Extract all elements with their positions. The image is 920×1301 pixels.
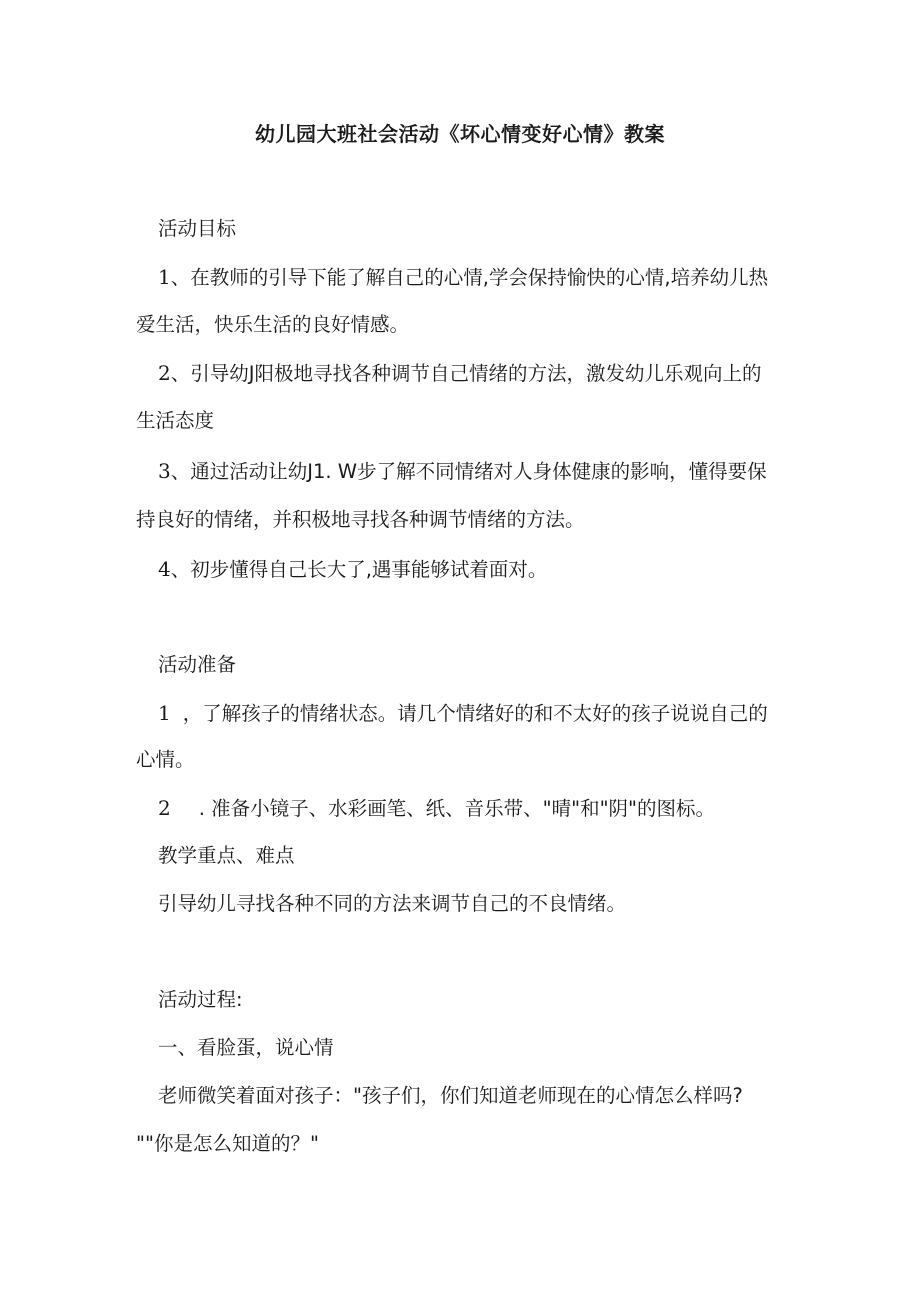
process-section-1-title: 一、看脸蛋，说心情: [158, 1036, 334, 1059]
goal-item-2-text: 、引导幼J阳极地寻找各种调节自己情绪的方法，激发幼儿乐观向上的: [170, 362, 762, 385]
goal-item-1-text: 、在教师的引导下能了解自己的心情,学会保持愉快的心情,培养幼儿热: [170, 266, 769, 289]
goals-heading: 活动目标: [158, 217, 237, 240]
preparation-heading: 活动准备: [158, 653, 237, 676]
goal-item-1-continuation: 爱生活，快乐生活的良好情感。: [136, 313, 410, 336]
goal-item-4: [158, 554, 547, 585]
goal-item-2: [158, 358, 762, 389]
goal-item-3: [158, 456, 767, 487]
goal-item-1: [158, 262, 768, 293]
goal-item-3-continuation: 持良好的情绪，并积极地寻找各种调节情绪的方法。: [136, 508, 585, 531]
key-points-text: 引导幼儿寻找各种不同的方法来调节自己的不良情绪。: [158, 892, 627, 915]
goal-item-3-text: 、通过活动让幼J1. W步了解不同情绪对人身体健康的影响，懂得要保: [170, 460, 767, 483]
prep-item-1-text: ，了解孩子的情绪状态。请几个情绪好的和不太好的孩子说说自己的: [182, 702, 768, 725]
goal-item-3-number: 3: [158, 459, 171, 483]
prep-item-1-number: 1: [158, 701, 171, 725]
prep-item-2-number: 2: [158, 796, 171, 820]
prep-item-1: [158, 698, 768, 729]
process-paragraph-continuation: ""你是怎么知道的？": [136, 1132, 319, 1155]
prep-item-1-continuation: 心情。: [136, 748, 195, 771]
process-paragraph: 老师微笑着面对孩子："孩子们，你们知道老师现在的心情怎么样吗?: [158, 1084, 743, 1107]
prep-item-2: [158, 793, 715, 824]
goal-item-2-number: 2: [158, 361, 171, 385]
goal-item-1-number: 1: [158, 265, 171, 289]
prep-item-2-text: . 准备小镜子、水彩画笔、纸、音乐带、"晴"和"阴"的图标。: [198, 797, 716, 820]
document-title: 幼儿园大班社会活动《坏心情变好心情》教案: [255, 122, 665, 146]
key-points-heading: 教学重点、难点: [158, 844, 295, 867]
goal-item-4-text: 、初步懂得自己长大了,遇事能够试着面对。: [170, 558, 548, 581]
goal-item-4-number: 4: [158, 557, 171, 581]
process-heading: 活动过程:: [158, 988, 243, 1011]
goal-item-2-continuation: 生活态度: [136, 409, 215, 432]
